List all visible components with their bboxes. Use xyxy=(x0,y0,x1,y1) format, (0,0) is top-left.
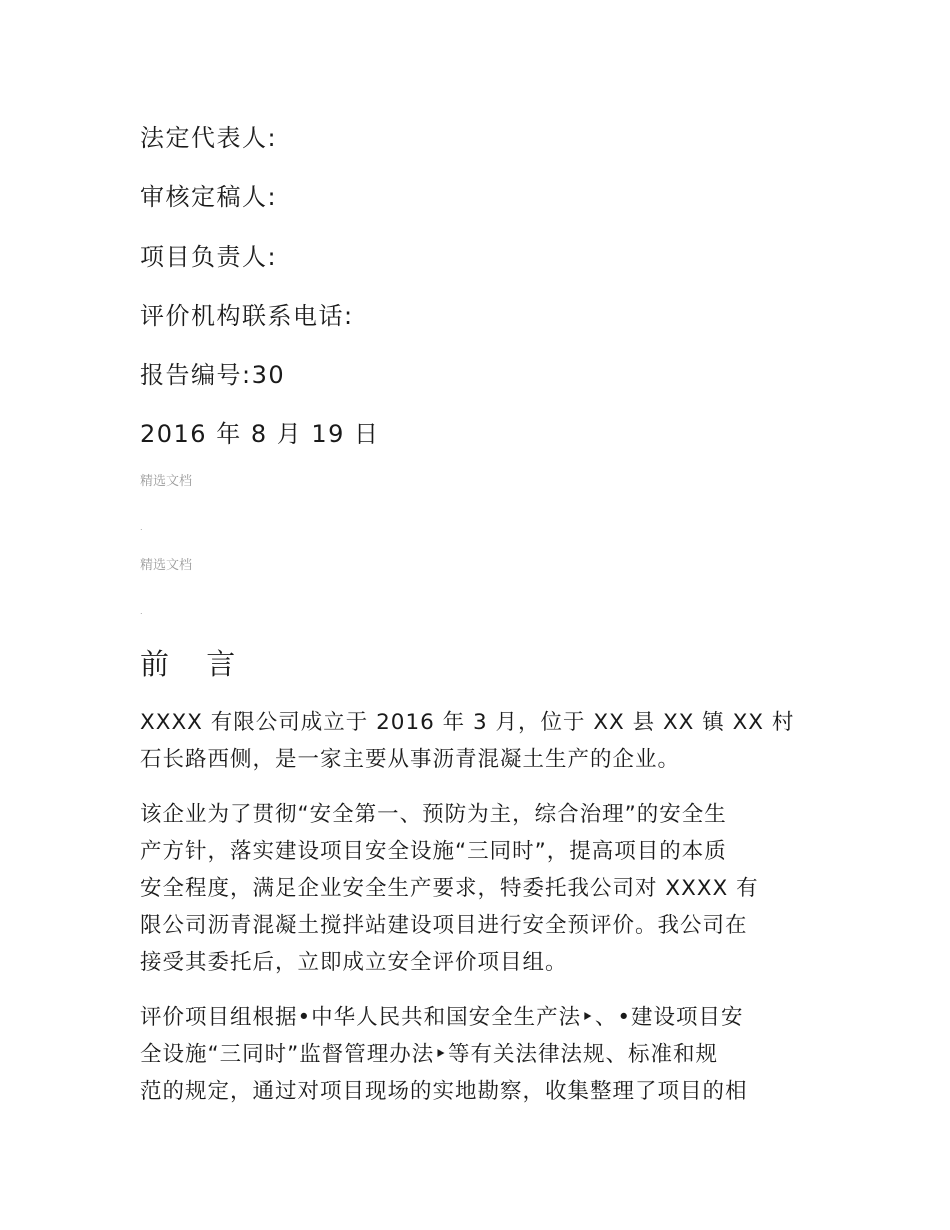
paragraph-line: 全设施“三同时”监督管理办法‣等有关法律法规、标准和规 xyxy=(140,1042,718,1067)
paragraph-line: XXXX 有限公司成立于 2016 年 3 月，位于 XX 县 XX 镇 XX 村 xyxy=(140,710,795,735)
paragraph-line: 安全程度，满足企业安全生产要求，特委托我公司对 XXXX 有 xyxy=(140,876,759,901)
paragraph-line: 接受其委托后，立即成立安全评价项目组。 xyxy=(140,950,568,975)
report-number-field: 报告编号:30 xyxy=(140,361,286,389)
page-break-dot: . xyxy=(140,607,143,616)
report-date: 2016 年 8 月 19 日 xyxy=(140,420,380,448)
page-break-dot: . xyxy=(140,523,143,532)
paragraph-line: 限公司沥青混凝土搅拌站建设项目进行安全预评价。我公司在 xyxy=(140,913,748,938)
watermark-text: 精选文档 xyxy=(140,474,193,489)
paragraph-line: 范的规定，通过对项目现场的实地勘察，收集整理了项目的相 xyxy=(140,1079,748,1104)
contact-phone-field: 评价机构联系电话: xyxy=(140,302,354,330)
watermark-text: 精选文档 xyxy=(140,558,193,573)
paragraph-line: 产方针，落实建设项目安全设施“三同时”，提高项目的本质 xyxy=(140,839,727,864)
paragraph xyxy=(140,796,820,981)
section-title: 前 言 xyxy=(140,647,250,681)
project-leader-field: 项目负责人: xyxy=(140,243,278,271)
paragraph-line: 石长路西侧，是一家主要从事沥青混凝土生产的企业。 xyxy=(140,747,681,772)
reviewer-field: 审核定稿人: xyxy=(140,183,278,211)
paragraph xyxy=(140,704,820,778)
paragraph-line: 该企业为了贯彻“安全第一、预防为主，综合治理”的安全生 xyxy=(140,802,727,827)
paragraph xyxy=(140,999,820,1110)
paragraph-line: 评价项目组根据•中华人民共和国安全生产法‣、•建设项目安 xyxy=(140,1005,744,1030)
legal-representative-field: 法定代表人: xyxy=(140,124,278,152)
